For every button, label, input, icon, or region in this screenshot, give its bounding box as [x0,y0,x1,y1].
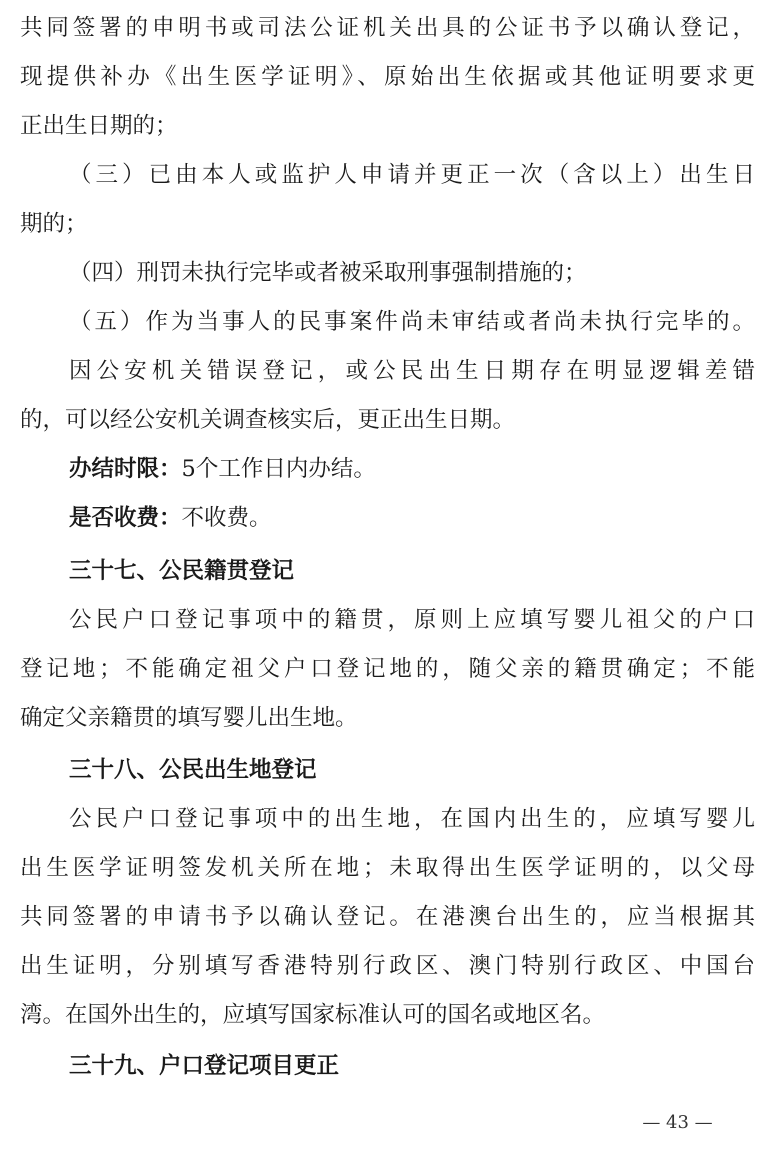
paragraph-line: 湾。在国外出生的，应填写国家标准认可的国名或地区名。 [20,1002,606,1028]
paragraph-line: 因公安机关错误登记，或公民出生日期存在明显逻辑差错 [69,358,755,384]
paragraph-line: 出生证明，分别填写香港特别行政区、澳门特别行政区、中国台 [20,953,755,979]
paragraph-line: 现提供补办《出生医学证明》、原始出生依据或其他证明要求更 [20,64,755,90]
time-limit-value: 5个工作日内办结。 [181,456,376,482]
paragraph-line: 公民户口登记事项中的出生地，在国内出生的，应填写婴儿 [69,806,755,832]
paragraph-line: 共同签署的申明书或司法公证机关出具的公证书予以确认登记， [20,15,755,41]
fee-label: 是否收费： [69,505,182,531]
paragraph-line: 确定父亲籍贯的填写婴儿出生地。 [20,705,358,731]
section-heading-37: 三十七、公民籍贯登记 [69,558,295,584]
section-heading-39: 三十九、户口登记项目更正 [69,1053,340,1079]
fee-row [69,503,755,533]
paragraph-line: 的，可以经公安机关调查核实后，更正出生日期。 [20,407,516,433]
paragraph-line: 出生医学证明签发机关所在地；未取得出生医学证明的，以父母 [20,855,755,881]
list-item-3: （三）已由本人或监护人申请并更正一次（含以上）出生日 [69,162,755,188]
section-heading-38: 三十八、公民出生地登记 [69,757,317,783]
paragraph-line: 共同签署的申请书予以确认登记。在港澳台出生的，应当根据其 [20,904,755,930]
fee-value: 不收费。 [181,505,272,531]
paragraph-line: 期的； [20,211,88,237]
page-number: — 43 — [642,1112,713,1133]
list-item-5: （五）作为当事人的民事案件尚未审结或者尚未执行完毕的。 [69,309,755,335]
paragraph-line: 登记地；不能确定祖父户口登记地的，随父亲的籍贯确定；不能 [20,656,755,682]
paragraph-line: 正出生日期的； [20,113,178,139]
list-item-4: （四）刑罚未执行完毕或者被采取刑事强制措施的； [69,260,587,286]
paragraph-line: 公民户口登记事项中的籍贯，原则上应填写婴儿祖父的户口 [69,607,755,633]
time-limit-label: 办结时限： [69,456,182,482]
time-limit-row [69,454,755,484]
